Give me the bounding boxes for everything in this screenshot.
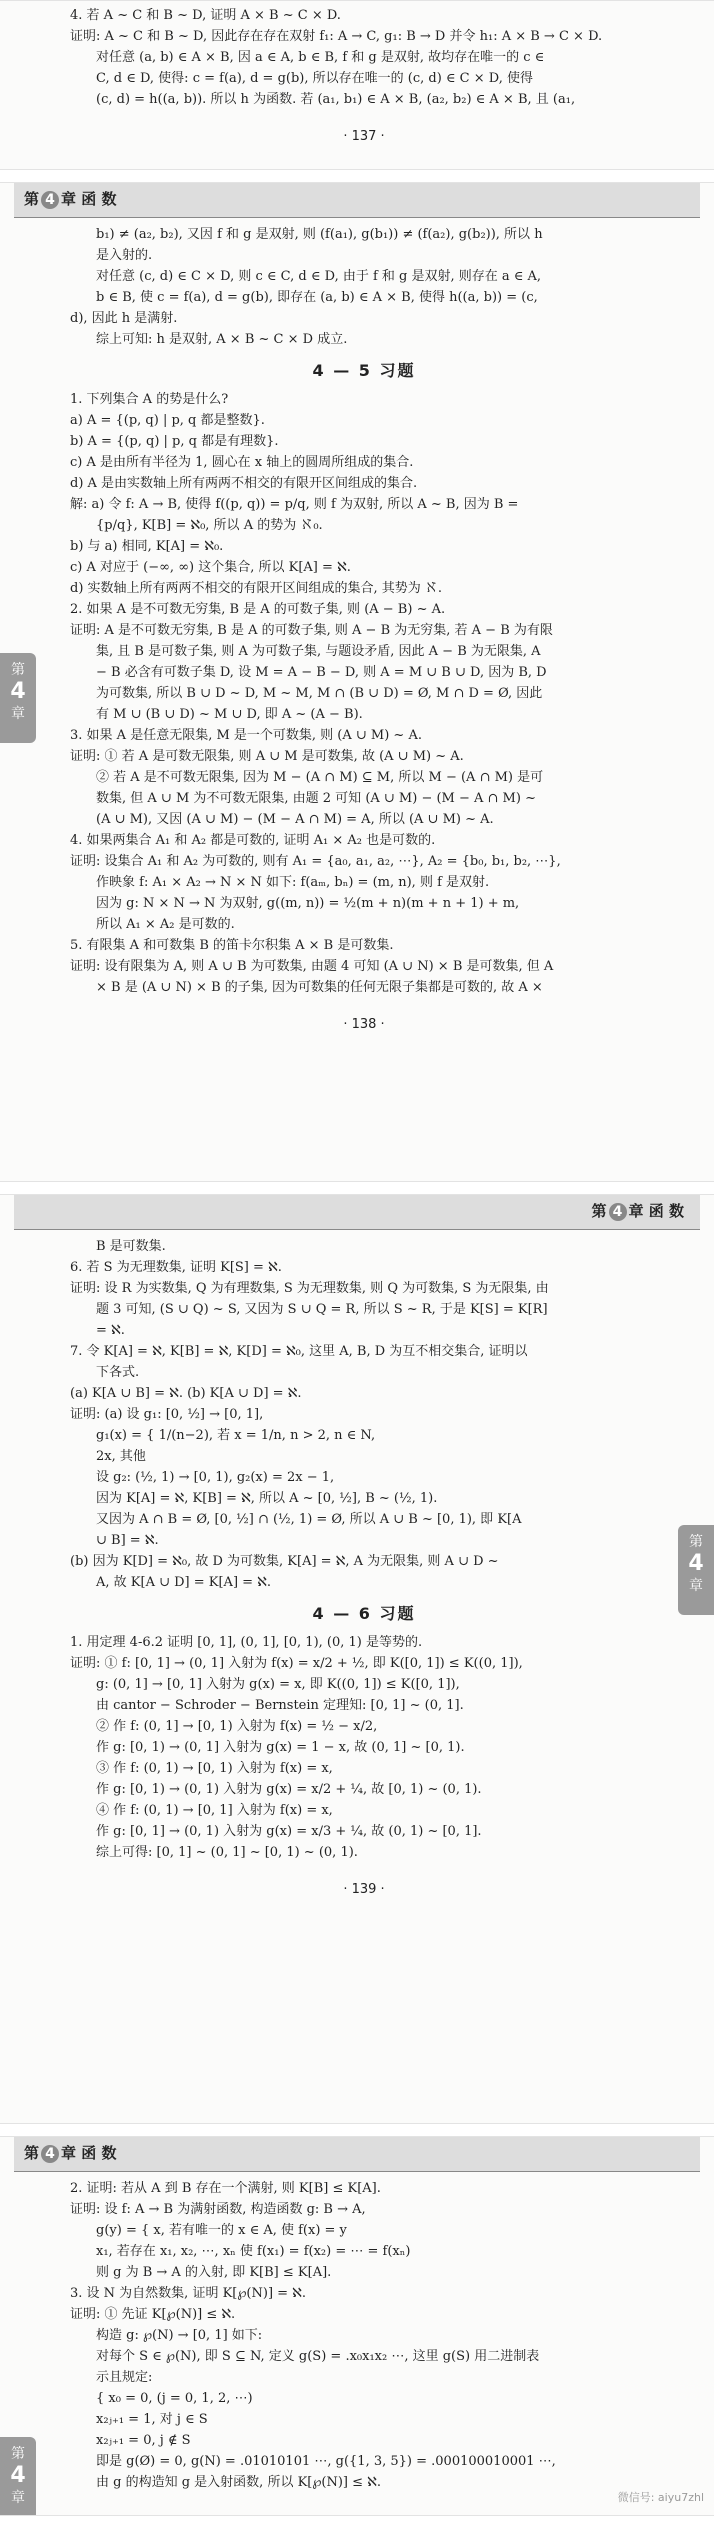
text-line: 6. 若 S 为无理数集, 证明 K[S] = ℵ. <box>70 1260 282 1275</box>
text-line: 作 g: [0, 1) → (0, 1] 入射为 g(x) = 1 − x, 故 (0, 1] ~ [0, 1). <box>96 1740 465 1755</box>
text-line: (b) 因为 K[D] = ℵ₀, 故 D 为可数集, K[A] = ℵ, A 为无限集, 则 A ∪ D ~ <box>70 1554 499 1569</box>
chapter-number-badge: 4 <box>41 2145 59 2163</box>
page-139-lines-b <box>70 1632 658 1863</box>
page-number: · 138 · <box>343 1017 385 1032</box>
text-line: d) A 是由实数轴上所有两两不相交的有限开区间组成的集合. <box>70 476 418 491</box>
section-title: 4 — 6 习题 <box>312 1604 416 1623</box>
text-line: g: (0, 1] → [0, 1] 入射为 g(x) = x, 即 K((0, 1]) ≤ K([0, 1]), <box>96 1677 460 1692</box>
page-140 <box>0 2136 714 2516</box>
text-line: 所以 A₁ × A₂ 是可数的. <box>96 917 235 932</box>
text-line: 由 cantor − Schroder − Bernstein 定理知: [0, 1] ~ (0, 1]. <box>96 1698 464 1713</box>
chapter-number-badge: 4 <box>609 1203 627 1221</box>
chapter-title <box>592 1200 684 1221</box>
side-tab-bottom: 章 <box>11 706 25 722</box>
text-line: 3. 如果 A 是任意无限集, M 是一个可数集, 则 (A ∪ M) ~ A. <box>70 728 422 743</box>
text-line: 2x, 其他 <box>96 1449 146 1464</box>
side-tab-top: 第 <box>689 1534 703 1550</box>
text-line: C, d ∈ D, 使得: c = f(a), d = g(b), 所以存在唯一的 (c, d) ∈ C × D, 使得 <box>96 71 533 86</box>
chapter-title <box>24 188 116 209</box>
text-line: { x₀ = 0, (j = 0, 1, 2, ⋯) <box>96 2391 253 2406</box>
page-number: · 137 · <box>343 129 385 144</box>
side-tab-number: 4 <box>688 1551 704 1576</box>
text-line: 作映象 f: A₁ × A₂ → N × N 如下: f(aₘ, bₙ) = (m, n), 则 f 是双射. <box>96 875 490 890</box>
text-line: a) A = {(p, q) | p, q 都是整数}. <box>70 413 265 428</box>
text-line: 综上可知: h 是双射, A × B ~ C × D 成立. <box>96 332 348 347</box>
text-line: × B 是 (A ∪ N) × B 的子集, 因为可数集的任何无限子集都是可数的, 故 A × <box>96 980 543 995</box>
text-line: 证明: A 是不可数无穷集, B 是 A 的可数子集, 则 A − B 为无穷集, 若 A − B 为有限 <box>70 623 553 638</box>
text-line: 证明: (a) 设 g₁: [0, ½] → [0, 1], <box>70 1407 264 1422</box>
text-line: g(y) = { x, 若有唯一的 x ∈ A, 使 f(x) = y <box>96 2223 347 2238</box>
text-line: 2. 证明: 若从 A 到 B 存在一个满射, 则 K[B] ≤ K[A]. <box>70 2181 381 2196</box>
page-138-body <box>0 224 714 1035</box>
text-line: B 是可数集. <box>96 1239 166 1254</box>
text-line: (c, d) = h((a, b)). 所以 h 为函数. 若 (a₁, b₁) ∈ A × B, (a₂, b₂) ∈ A × B, 且 (a₁, <box>96 92 576 107</box>
text-line: 证明: ① 若 A 是可数无限集, 则 A ∪ M 是可数集, 故 (A ∪ M) ~ A. <box>70 749 464 764</box>
chapter-prefix: 第 <box>24 190 40 208</box>
chapter-side-tab <box>0 653 36 743</box>
text-line: 由 g 的构造知 g 是入射函数, 所以 K[℘(N)] ≤ ℵ. <box>96 2475 381 2490</box>
page-139 <box>0 1194 714 2124</box>
page-137-body <box>0 1 714 147</box>
text-line: 4. 如果两集合 A₁ 和 A₂ 都是可数的, 证明 A₁ × A₂ 也是可数的. <box>70 833 436 848</box>
page-137 <box>0 0 714 170</box>
text-line: 证明: A ~ C 和 B ~ D, 因此存在存在双射 f₁: A → C, g₁: B → D 并令 h₁: A × B → C × D. <box>70 29 603 44</box>
text-line: 1. 下列集合 A 的势是什么? <box>70 392 229 407</box>
chapter-header <box>14 1195 700 1230</box>
page-138 <box>0 182 714 1182</box>
chapter-suffix: 章 函 数 <box>61 2144 117 2162</box>
chapter-prefix: 第 <box>591 1202 607 1220</box>
text-line: = ℵ. <box>96 1323 125 1338</box>
text-line: 又因为 A ∩ B = Ø, [0, ½] ∩ (½, 1) = Ø, 所以 A ∪ B ~ [0, 1), 即 K[A <box>96 1512 522 1527</box>
text-line: 2. 如果 A 是不可数无穷集, B 是 A 的可数子集, 则 (A − B) ~ A. <box>70 602 446 617</box>
text-line: 数集, 但 A ∪ M 为不可数无限集, 由题 2 可知 (A ∪ M) − (M − A ∩ M) ~ <box>96 791 536 806</box>
text-line: (a) K[A ∪ B] = ℵ. (b) K[A ∪ D] = ℵ. <box>70 1386 302 1401</box>
chapter-suffix: 章 函 数 <box>61 190 117 208</box>
text-line: A, 故 K[A ∪ D] = K[A] = ℵ. <box>96 1575 271 1590</box>
text-line: d), 因此 h 是满射. <box>70 311 178 326</box>
text-line: ∪ B] = ℵ. <box>96 1533 159 1548</box>
text-line: 5. 有限集 A 和可数集 B 的笛卡尔积集 A × B 是可数集. <box>70 938 394 953</box>
text-line: 构造 g: ℘(N) → [0, 1] 如下: <box>96 2328 263 2343</box>
text-line: d) 实数轴上所有两两不相交的有限开区间组成的集合, 其势为 ℵ. <box>70 581 443 596</box>
page-140-lines <box>70 2178 658 2493</box>
text-line: (A ∪ M), 又因 (A ∪ M) − (M − A ∩ M) = A, 所以 (A ∪ M) ~ A. <box>96 812 494 827</box>
text-line: ④ 作 f: (0, 1) → [0, 1] 入射为 f(x) = x, <box>96 1803 333 1818</box>
text-line: 1. 用定理 4-6.2 证明 [0, 1], (0, 1], [0, 1), (0, 1) 是等势的. <box>70 1635 423 1650</box>
text-line: b) A = {(p, q) | p, q 都是有理数}. <box>70 434 279 449</box>
text-line: 示且规定: <box>96 2370 153 2385</box>
text-line: 证明: 设 R 为实数集, Q 为有理数集, S 为无理数集, 则 Q 为可数集, S 为无限集, 由 <box>70 1281 549 1296</box>
chapter-suffix: 章 函 数 <box>628 1202 684 1220</box>
text-line: 证明: 设集合 A₁ 和 A₂ 为可数的, 则有 A₁ = {a₀, a₁, a₂, ⋯}, A₂ = {b₀, b₁, b₂, ⋯}, <box>70 854 561 869</box>
text-line: 集, 且 B 是可数子集, 则 A 为可数子集, 与题设矛盾, 因此 A − B 为无限集, A <box>96 644 541 659</box>
chapter-title <box>24 2142 116 2163</box>
page-138-lines-a <box>70 224 658 350</box>
text-line: 作 g: [0, 1] → (0, 1) 入射为 g(x) = x/3 + ¼, 故 (0, 1) ~ [0, 1]. <box>96 1824 482 1839</box>
text-line: 设 g₂: (½, 1) → [0, 1), g₂(x) = 2x − 1, <box>96 1470 335 1485</box>
text-line: ② 若 A 是不可数无限集, 因为 M − (A ∩ M) ⊆ M, 所以 M − (A ∩ M) 是可 <box>96 770 544 785</box>
chapter-number-badge: 4 <box>41 191 59 209</box>
watermark-text: 微信号: aiyu7zhl <box>617 2491 704 2504</box>
side-tab-top: 第 <box>11 2446 25 2462</box>
side-tab-number: 4 <box>10 679 26 704</box>
text-line: − B 必含有可数子集 D, 设 M = A − B − D, 则 A = M ∪ B ∪ D, 因为 B, D <box>96 665 547 680</box>
text-line: b) 与 a) 相同, K[A] = ℵ₀. <box>70 539 224 554</box>
text-line: 证明: ① 先证 K[℘(N)] ≤ ℵ. <box>70 2307 236 2322</box>
text-line: ③ 作 f: (0, 1) → [0, 1) 入射为 f(x) = x, <box>96 1761 333 1776</box>
text-line: 证明: ① f: [0, 1] → (0, 1] 入射为 f(x) = x/2 + ½, 即 K([0, 1]) ≤ K((0, 1]), <box>70 1656 523 1671</box>
page-number: · 139 · <box>343 1882 385 1897</box>
text-line: c) A 是由所有半径为 1, 圆心在 x 轴上的圆周所组成的集合. <box>70 455 414 470</box>
text-line: 3. 设 N 为自然数集, 证明 K[℘(N)] = ℵ. <box>70 2286 306 2301</box>
side-tab-number: 4 <box>10 2463 26 2488</box>
chapter-header <box>14 183 700 218</box>
page-137-lines <box>70 5 658 110</box>
chapter-side-tab <box>678 1525 714 1615</box>
chapter-prefix: 第 <box>24 2144 40 2162</box>
text-line: 即是 g(Ø) = 0, g(N) = .01010101 ⋯, g({1, 3, 5}) = .000100010001 ⋯, <box>96 2454 556 2469</box>
text-line: 证明: 设 f: A → B 为满射函数, 构造函数 g: B → A, <box>70 2202 366 2217</box>
page-139-lines-a <box>70 1236 658 1593</box>
text-line: x₁, 若存在 x₁, x₂, ⋯, xₙ 使 f(x₁) = f(x₂) = ⋯ = f(xₙ) <box>96 2244 411 2259</box>
text-line: 对任意 (c, d) ∈ C × D, 则 c ∈ C, d ∈ D, 由于 f 和 g 是双射, 则存在 a ∈ A, <box>96 269 542 284</box>
text-line: 对任意 (a, b) ∈ A × B, 因 a ∈ A, b ∈ B, f 和 g 是双射, 故均存在唯一的 c ∈ <box>96 50 545 65</box>
text-line: 解: a) 令 f: A → B, 使得 f((p, q)) = p/q, 则 f 为双射, 所以 A ~ B, 因为 B = <box>70 497 519 512</box>
text-line: c) A 对应于 (−∞, ∞) 这个集合, 所以 K[A] = ℵ. <box>70 560 351 575</box>
chapter-header <box>14 2137 700 2172</box>
text-line: 为可数集, 所以 B ∪ D ~ D, M ~ M, M ∩ (B ∪ D) = Ø, M ∩ D = Ø, 因此 <box>96 686 543 701</box>
text-line: 对每个 S ∈ ℘(N), 即 S ⊆ N, 定义 g(S) = .x₀x₁x₂ ⋯, 这里 g(S) 用二进制表 <box>96 2349 540 2364</box>
side-tab-bottom: 章 <box>11 2490 25 2506</box>
text-line: 作 g: [0, 1) → (0, 1) 入射为 g(x) = x/2 + ¼, 故 [0, 1) ~ (0, 1). <box>96 1782 482 1797</box>
side-tab-top: 第 <box>11 662 25 678</box>
text-line: 因为 K[A] = ℵ, K[B] = ℵ, 所以 A ~ [0, ½], B ~ (½, 1). <box>96 1491 438 1506</box>
text-line: x₂ⱼ₊₁ = 0, j ∉ S <box>96 2433 191 2448</box>
text-line: x₂ⱼ₊₁ = 1, 对 j ∈ S <box>96 2412 208 2427</box>
text-line: {p/q}, K[B] = ℵ₀, 所以 A 的势为 ℵ₀. <box>96 518 323 533</box>
text-line: 4. 若 A ~ C 和 B ~ D, 证明 A × B ~ C × D. <box>70 8 341 23</box>
text-line: 有 M ∪ (B ∪ D) ~ M ∪ D, 即 A ~ (A − B). <box>96 707 363 722</box>
text-line: 则 g 为 B → A 的入射, 即 K[B] ≤ K[A]. <box>96 2265 332 2280</box>
text-line: b ∈ B, 使 c = f(a), d = g(b), 即存在 (a, b) ∈ A × B, 使得 h((a, b)) = (c, <box>96 290 538 305</box>
text-line: g₁(x) = { 1/(n−2), 若 x = 1/n, n > 2, n ∈ N, <box>96 1428 376 1443</box>
page-139-body <box>0 1236 714 1900</box>
text-line: 下各式. <box>96 1365 140 1380</box>
page-gap <box>0 1182 714 1194</box>
page-gap <box>0 2124 714 2136</box>
section-title: 4 — 5 习题 <box>312 361 416 380</box>
text-line: ② 作 f: (0, 1] → [0, 1) 入射为 f(x) = ½ − x/2, <box>96 1719 378 1734</box>
text-line: b₁) ≠ (a₂, b₂), 又因 f 和 g 是双射, 则 (f(a₁), g(b₁)) ≠ (f(a₂), g(b₂)), 所以 h <box>96 227 543 242</box>
side-tab-bottom: 章 <box>689 1578 703 1594</box>
text-line: 题 3 可知, (S ∪ Q) ~ S, 又因为 S ∪ Q = R, 所以 S ~ R, 于是 K[S] = K[R] <box>96 1302 548 1317</box>
page-140-body <box>0 2178 714 2493</box>
page-138-lines-b <box>70 389 658 998</box>
chapter-side-tab <box>0 2437 36 2516</box>
text-line: 7. 令 K[A] = ℵ, K[B] = ℵ, K[D] = ℵ₀, 这里 A, B, D 为互不相交集合, 证明以 <box>70 1344 528 1359</box>
page-gap <box>0 170 714 182</box>
text-line: 因为 g: N × N → N 为双射, g((m, n)) = ½(m + n)(m + n + 1) + m, <box>96 896 520 911</box>
text-line: 证明: 设有限集为 A, 则 A ∪ B 为可数集, 由题 4 可知 (A ∪ N) × B 是可数集, 但 A <box>70 959 554 974</box>
text-line: 是入射的. <box>96 248 153 263</box>
text-line: 综上可得: [0, 1] ~ (0, 1] ~ [0, 1) ~ (0, 1). <box>96 1845 358 1860</box>
